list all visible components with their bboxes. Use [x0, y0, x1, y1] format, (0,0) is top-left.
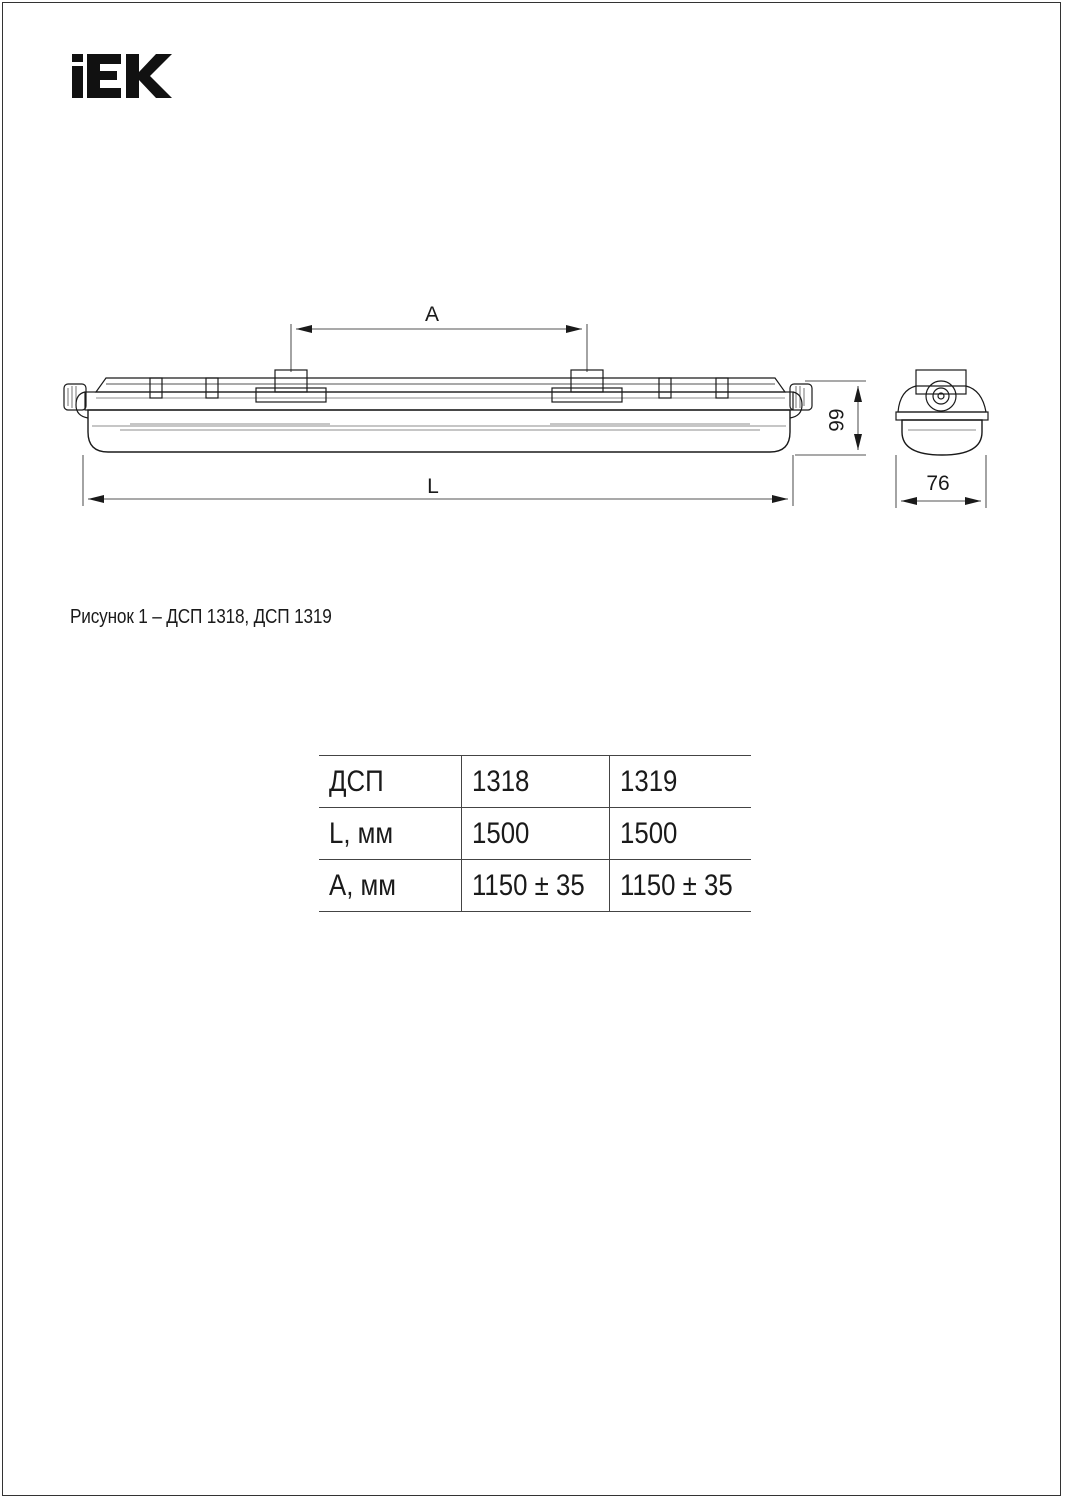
table-cell: ДСП — [319, 756, 462, 808]
table-cell: 1318 — [462, 756, 610, 808]
table-cell: 1150 ± 35 — [610, 860, 752, 912]
dimension-height — [795, 381, 866, 455]
luminaire-drawing — [0, 0, 1065, 560]
dimension-a — [291, 303, 587, 372]
side-view — [64, 370, 812, 452]
table-row — [319, 808, 751, 860]
dimension-height-label: 66 — [824, 408, 847, 432]
table-cell: 1500 — [462, 808, 610, 860]
table-cell: A, мм — [319, 860, 462, 912]
end-view — [896, 370, 988, 455]
dimension-width-label: 76 — [926, 472, 950, 495]
table-cell: L, мм — [319, 808, 462, 860]
table-row — [319, 756, 751, 808]
table-cell: 1150 ± 35 — [462, 860, 610, 912]
table-cell: 1500 — [610, 808, 752, 860]
dimension-width — [896, 455, 986, 508]
figure-caption: Рисунок 1 – ДСП 1318, ДСП 1319 — [70, 606, 332, 628]
dimension-l-label: L — [427, 475, 439, 498]
table-row — [319, 860, 751, 912]
spec-table — [319, 755, 751, 912]
table-cell: 1319 — [610, 756, 752, 808]
dimension-l — [83, 455, 793, 506]
dimension-a-label: A — [424, 303, 440, 326]
